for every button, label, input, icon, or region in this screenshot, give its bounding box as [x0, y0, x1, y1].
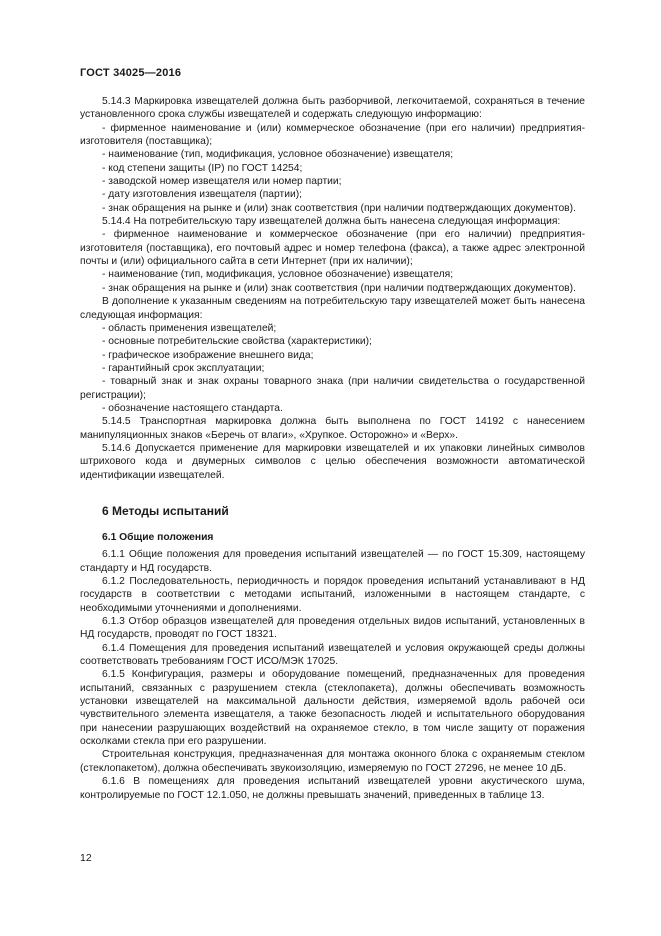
paragraph: 6.1.6 В помещениях для проведения испытаний извещателей уровни акустического шума, контролируемые по ГОСТ 12.1.050, не должны превышать значений, приведенных в таблице 13.	[80, 776, 585, 801]
paragraph: - наименование (тип, модификация, условное обозначение) извещателя;	[102, 149, 454, 161]
paragraph: 5.14.5 Транспортная маркировка должна быть выполнена по ГОСТ 14192 с нанесением манипуляционных знаков «Беречь от влаги», «Хрупкое. Осторожно» и «Верх».	[80, 416, 585, 441]
paragraph: - наименование (тип, модификация, условное обозначение) извещателя;	[102, 269, 454, 281]
paragraph: - фирменное наименование и (или) коммерческое обозначение (при его наличии) предприятия-изготовителя (поставщика);	[80, 122, 585, 148]
paragraph: - товарный знак и знак охраны товарного знака (при наличии свидетельства о государственной регистрации);	[80, 376, 585, 401]
paragraph: - дату изготовления извещателя (партии);	[102, 189, 303, 201]
paragraph: 5.14.6 Допускается применение для маркировки извещателей и их упаковки линейных символов штрихового кода и двумерных символов с целью обеспечения возможности автоматической идентификации извещателей.	[80, 442, 585, 481]
paragraph: 6.1.1 Общие положения для проведения испытаний извещателей — по ГОСТ 15.309, настоящему стандарту и НД государств.	[80, 549, 585, 574]
paragraph: - знак обращения на рынке и (или) знак соответствия (при наличии подтверждающих документов).	[102, 282, 576, 294]
section-title: 6 Методы испытаний	[102, 503, 229, 518]
paragraph: - основные потребительские свойства (характеристики);	[102, 336, 372, 348]
page-number: 12	[80, 852, 92, 864]
paragraph: - гарантийный срок эксплуатации;	[102, 362, 265, 374]
page-content	[80, 95, 585, 802]
paragraph: 6.1.4 Помещения для проведения испытаний извещателей и условия окружающей среды должны соответствовать требованиям ГОСТ ИСО/МЭК 17025.	[80, 642, 585, 668]
paragraph: 5.14.4 На потребительскую тару извещателей должна быть нанесена следующая информация:	[102, 216, 561, 228]
paragraph: - область применения извещателей;	[102, 322, 277, 334]
paragraph: - обозначение настоящего стандарта.	[102, 402, 283, 414]
paragraph: Строительная конструкция, предназначенная для монтажа оконного блока с охраняемым стеклом (стеклопакетом), должна обеспечивать звукоизоляцию, измеряемую по ГОСТ 27296, не менее 10 дБ.	[80, 749, 585, 774]
subsection-title: 6.1 Общие положения	[102, 531, 214, 543]
paragraph: - знак обращения на рынке и (или) знак соответствия (при наличии подтверждающих документов).	[102, 202, 576, 214]
paragraph: - код степени защиты (IP) по ГОСТ 14254;	[102, 162, 303, 174]
marking-section	[80, 95, 585, 482]
paragraph: - заводской номер извещателя или номер партии;	[102, 176, 342, 188]
page-header: ГОСТ 34025—2016	[80, 67, 182, 79]
paragraph: - фирменное наименование и коммерческое обозначение (при его наличии) предприятия-изготовителя (поставщика), его почтовый адрес и номер телефона (факса), а также адрес электронной почты и (или) официального сайта в сети Интернет (при их наличии);	[80, 229, 585, 268]
paragraph: В дополнение к указанным сведениям на потребительскую тару извещателей может быть нанесена следующая информация:	[80, 296, 585, 321]
paragraph: 6.1.3 Отбор образцов извещателей для проведения отдельных видов испытаний, установленных в НД государств, проводят по ГОСТ 18321.	[80, 616, 585, 641]
general-provisions	[80, 548, 585, 802]
paragraph: 6.1.2 Последовательность, периодичность и порядок проведения испытаний устанавливают в НД государств в соответствии с методами испытаний, изложенными в настоящем стандарте, с необходимыми уточнениями и дополнениями.	[80, 576, 585, 614]
paragraph: - графическое изображение внешнего вида;	[102, 349, 314, 361]
paragraph: 6.1.5 Конфигурация, размеры и оборудование помещений, предназначенных для проведения испытаний, связанных с разрушением стекла (стеклопакета), должны обеспечивать возможность установки извещателей на максимальной дальности действия, измеряемой вдоль рабочей оси чувствительного элемента извещателя, а также безопасность людей и испытательного оборудования при нанесении разрушающих воздействий на охраняемое стекло, в том числе защиту от поражения осколками стекла при его разрушении.	[80, 669, 585, 748]
paragraph: 5.14.3 Маркировка извещателей должна быть разборчивой, легкочитаемой, сохраняться в течение установленного срока службы извещателей и содержать следующую информацию:	[80, 96, 585, 121]
